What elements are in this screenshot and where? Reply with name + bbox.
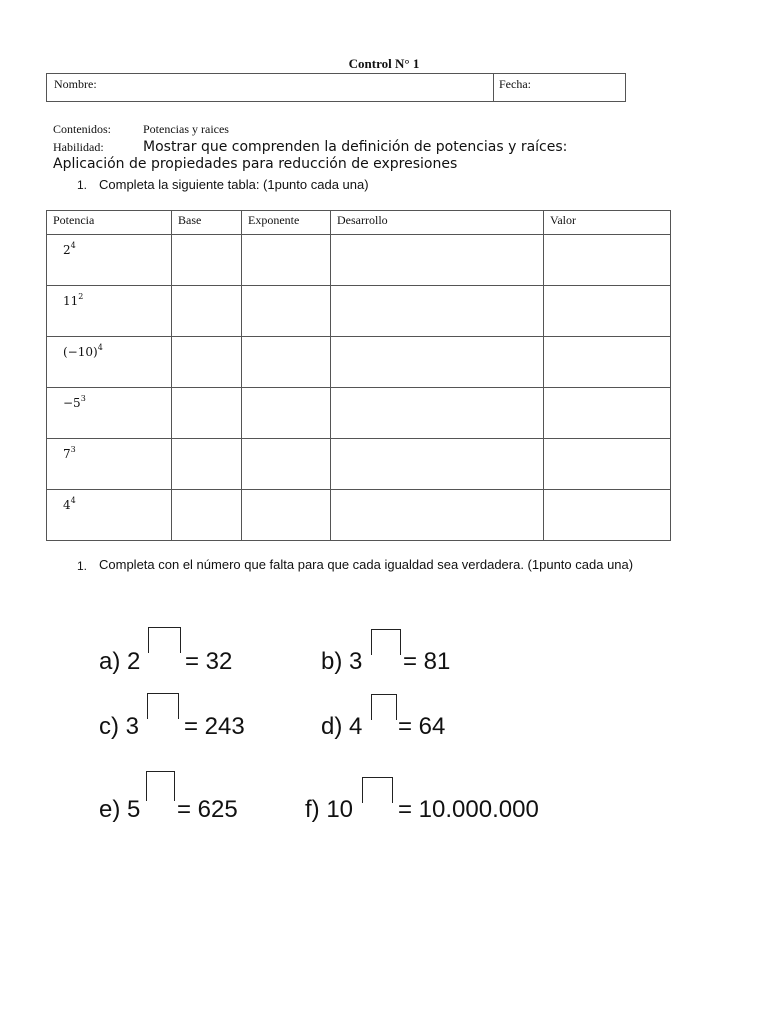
power-expression <box>63 394 86 410</box>
power-base: −5 <box>63 396 81 410</box>
equation-c <box>99 713 245 741</box>
header-exponente: Exponente <box>242 211 331 235</box>
contenidos-value: Potencias y raices <box>143 122 229 136</box>
power-base: (−10) <box>63 345 98 359</box>
potencia-cell <box>47 235 172 286</box>
base-answer-cell[interactable] <box>172 235 242 286</box>
answer-box[interactable] <box>148 627 181 653</box>
table-header-row <box>47 211 671 235</box>
table-row <box>47 388 671 439</box>
table-row <box>47 286 671 337</box>
base-answer-cell[interactable] <box>172 490 242 541</box>
desarrollo-answer-cell[interactable] <box>331 439 544 490</box>
table-row <box>47 337 671 388</box>
answer-box[interactable] <box>146 771 175 801</box>
equation-suffix: = 81 <box>403 648 451 675</box>
exponente-answer-cell[interactable] <box>242 286 331 337</box>
potencia-cell <box>47 388 172 439</box>
power-base: 2 <box>63 243 71 257</box>
answer-box[interactable] <box>371 629 401 655</box>
base-answer-cell[interactable] <box>172 337 242 388</box>
power-expression <box>63 496 76 512</box>
equation-suffix: = 32 <box>185 648 233 675</box>
answer-box[interactable] <box>371 694 397 720</box>
habilidad-value: Mostrar que comprenden la definición de potencias y raíces: <box>143 139 568 155</box>
table-row <box>47 490 671 541</box>
equation-prefix: c) 3 <box>99 713 140 740</box>
equation-b <box>321 648 451 676</box>
fecha-label: Fecha: <box>499 77 531 91</box>
power-expression <box>63 343 103 359</box>
equation-suffix: = 243 <box>184 713 245 740</box>
equation-a <box>99 648 233 676</box>
table-row <box>47 235 671 286</box>
power-expression <box>63 292 83 308</box>
header-base: Base <box>172 211 242 235</box>
equation-prefix: a) 2 <box>99 648 141 675</box>
nombre-label: Nombre: <box>54 77 97 91</box>
base-answer-cell[interactable] <box>172 439 242 490</box>
desarrollo-answer-cell[interactable] <box>331 286 544 337</box>
desarrollo-answer-cell[interactable] <box>331 235 544 286</box>
exponente-answer-cell[interactable] <box>242 388 331 439</box>
power-exponent: 4 <box>97 343 103 352</box>
equation-prefix: d) 4 <box>321 713 363 740</box>
header-potencia: Potencia <box>47 211 172 235</box>
exponente-answer-cell[interactable] <box>242 490 331 541</box>
power-expression <box>63 445 76 461</box>
answer-box[interactable] <box>147 693 179 719</box>
contenidos-label: Contenidos: <box>53 122 112 136</box>
exponente-answer-cell[interactable] <box>242 439 331 490</box>
equation-prefix: f) 10 <box>305 796 354 823</box>
potencia-cell <box>47 337 172 388</box>
power-base: 11 <box>63 294 79 308</box>
valor-answer-cell[interactable] <box>544 286 671 337</box>
potencia-cell <box>47 490 172 541</box>
habilidad-label: Habilidad: <box>53 140 104 154</box>
power-expression <box>63 241 76 257</box>
aplicacion-text: Aplicación de propiedades para reducción de expresiones <box>53 156 458 172</box>
equation-e <box>99 796 238 824</box>
power-base: 4 <box>63 498 71 512</box>
equation-d <box>321 713 446 741</box>
power-base: 7 <box>63 447 71 461</box>
power-exponent: 2 <box>78 292 84 301</box>
valor-answer-cell[interactable] <box>544 235 671 286</box>
exponente-answer-cell[interactable] <box>242 337 331 388</box>
header-desarrollo: Desarrollo <box>331 211 544 235</box>
header-valor: Valor <box>544 211 671 235</box>
power-exponent: 3 <box>80 394 86 403</box>
desarrollo-answer-cell[interactable] <box>331 337 544 388</box>
student-header-table <box>46 73 626 102</box>
equation-prefix: b) 3 <box>321 648 363 675</box>
valor-answer-cell[interactable] <box>544 439 671 490</box>
valor-answer-cell[interactable] <box>544 337 671 388</box>
valor-answer-cell[interactable] <box>544 490 671 541</box>
equation-suffix: = 625 <box>177 796 238 823</box>
power-table <box>46 210 671 541</box>
table-row <box>47 439 671 490</box>
equation-f <box>305 796 539 824</box>
answer-box[interactable] <box>362 777 393 803</box>
question-1-text: Completa la siguiente tabla: (1punto cada una) <box>99 177 369 192</box>
base-answer-cell[interactable] <box>172 286 242 337</box>
equation-suffix: = 10.000.000 <box>398 796 539 823</box>
equation-prefix: e) 5 <box>99 796 141 823</box>
exponente-answer-cell[interactable] <box>242 235 331 286</box>
question-2-text: Completa con el número que falta para que cada igualdad sea verdadera. (1punto cada una) <box>99 557 634 572</box>
power-exponent: 3 <box>70 445 76 454</box>
question-1-number: 1. <box>77 178 88 192</box>
desarrollo-answer-cell[interactable] <box>331 490 544 541</box>
page-title: Control N° 1 <box>348 56 420 71</box>
equation-suffix: = 64 <box>398 713 446 740</box>
power-exponent: 4 <box>70 241 76 250</box>
valor-answer-cell[interactable] <box>544 388 671 439</box>
power-exponent: 4 <box>70 496 76 505</box>
desarrollo-answer-cell[interactable] <box>331 388 544 439</box>
potencia-cell <box>47 286 172 337</box>
potencia-cell <box>47 439 172 490</box>
header-divider <box>493 74 494 101</box>
question-2-number: 1. <box>77 559 88 573</box>
base-answer-cell[interactable] <box>172 388 242 439</box>
